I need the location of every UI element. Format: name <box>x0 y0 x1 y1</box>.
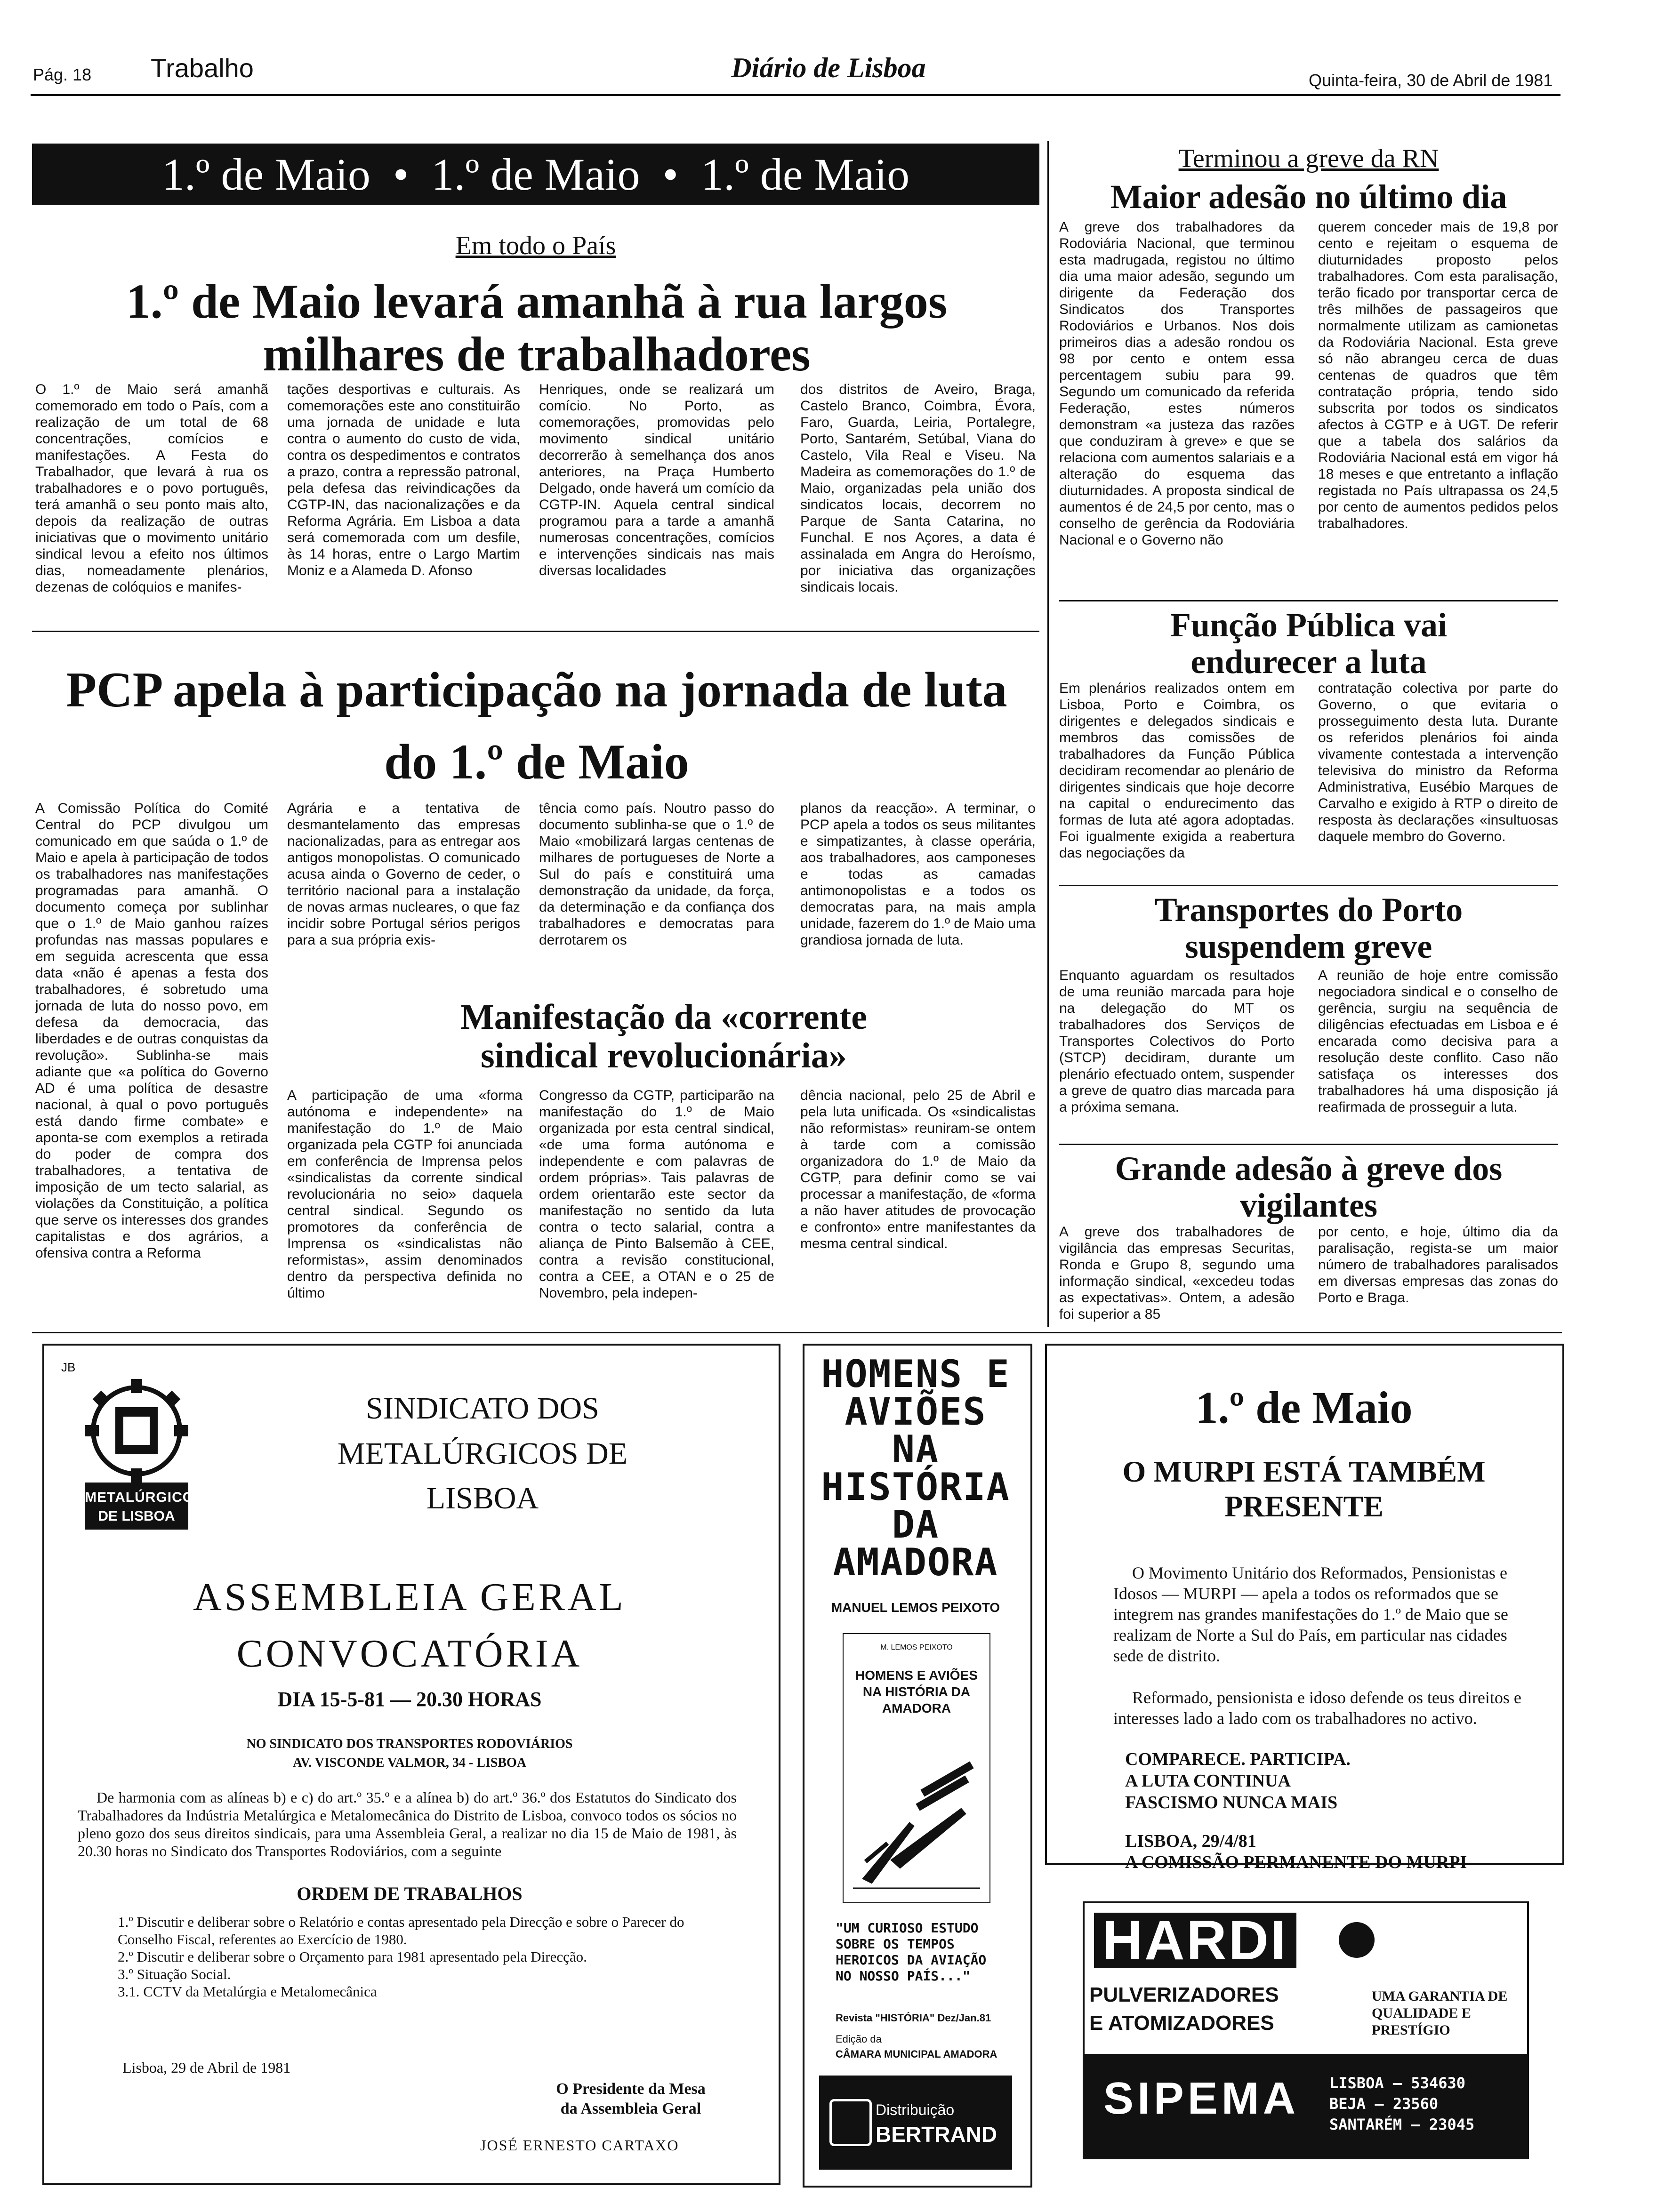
vigilantes-col-1: A greve dos trabalhadores de vigilância das empresas Securitas, Ronda e Grupo 8, segundo uma informação sindical, «excedeu todas as expectativas». Ontem, a adesão foi superior a 85 <box>1059 1224 1295 1322</box>
lead-col-1: O 1.º de Maio será amanhã comemorado em todo o País, com a realização de um total de 68 concentrações, comícios e manifestações. A Festa do Trabalhador, que levará à rua os trabalhadores e o povo português, terá amanhã o seu ponto mais alto, depois da realização de outras iniciativas que o movimento unitário sindical levou a efeito nos últimos dias, nomeadamente plenários, dezenas de colóquios e manifes- <box>35 382 268 595</box>
banner-text: 1.º de Maio • 1.º de Maio • 1.º de Maio <box>161 149 910 200</box>
phone-line: SANTARÉM — 23045 <box>1329 2116 1475 2133</box>
pcp-col-3: tência como país. Noutro passo do documento sublinha-se que o 1.º de Maio «mobilizará largas centenas de milhares de portugueses de Norte a Sul do país e constituirá uma demonstração da unidade, da força, da determinação e da confiança dos trabalhadores e democratas para derrotarem os <box>539 801 774 948</box>
murpi-title: 1.º de Maio <box>1195 1382 1413 1433</box>
hardi-brand: HARDI <box>1094 1913 1296 1968</box>
cover-title: HOMENS E AVIÕES NA HISTÓRIA DA AMADORA <box>855 1668 978 1715</box>
quote-source: Revista "HISTÓRIA" Dez/Jan.81 <box>836 2012 991 2024</box>
agenda-item: 1.º Discutir e deliberar sobre o Relatório e contas apresentado pela Direcção e sobre o Parecer do Conselho Fiscal, referentes ao Exercício de 1980. <box>118 1914 684 1948</box>
pcp-col-2: Agrária e a tentativa de desmantelamento das empresas nacionalizadas, para as entregar aos antigos monopolistas. O comunicado acusa ainda o Governo de ceder, o território nacional para a instalação de novas armas nucleares, o que faz incidir sobre Portugal sérios perigos para a sua própria exis- <box>287 801 520 948</box>
lead-kicker: Em todo o País <box>455 231 616 260</box>
murpi-text-1: O Movimento Unitário dos Reformados, Pensionistas e Idosos — MURPI — apela a todos os reformados que se integrem nas grandes manifestações do 1.º de Maio que se realizam de Norte a Sul do País, em particular nas cidades sede de distrito. <box>1113 1563 1508 1665</box>
publisher: CÂMARA MUNICIPAL AMADORA <box>836 2048 997 2060</box>
book-title: HOMENS E AVIÕES NA HISTÓRIA DA AMADORA <box>821 1352 1010 1584</box>
dealer-name: SIPEMA <box>1103 2073 1300 2124</box>
banner <box>32 144 1039 205</box>
murpi-signature: A COMISSÃO PERMANENTE DO MURPI <box>1125 1852 1467 1872</box>
rn-col-1: A greve dos trabalhadores da Rodoviária Nacional, que terminou esta madrugada, registou no último dia uma maior adesão, segundo um dirigente da Federação dos Sindicatos dos Transportes Rodoviários e Urbanos. Nos dois primeiros dias a adesão rondou os 98 por cento e ontem essa percentagem subiu para 99. Segundo um comunicado da referida Federação, estes números demonstram «a justeza das razões que conduziram à greve» e que se relaciona com aumentos salariais e a alteração do esquema das diuturnidades. A proposta sindical de aumentos é de 24,5 por cento, mas o conselho de gerência da Rodoviária Nacional e o Governo não <box>1059 219 1295 548</box>
book-quote: "UM CURIOSO ESTUDO SOBRE OS TEMPOS HEROICOS DA AVIAÇÃO NO NOSSO PAÍS..." <box>836 1920 987 1984</box>
lead-col-2: tações desportivas e culturais. As comemorações este ano constituirão uma jornada de unidade e luta contra o aumento do custo de vida, contra os despedimentos e contratos a prazo, contra a repressão patronal, pela defesa das reivindicações da CGTP-IN, das nacionalizações e da Reforma Agrária. Em Lisboa a data será comemorada com um desfile, às 14 horas, entre o Largo Martim Moniz e a Alameda D. Afonso <box>287 382 520 578</box>
biplane-illustration <box>848 1756 985 1893</box>
transportes-title: Transportes do Porto suspendem greve <box>1154 891 1463 965</box>
ad-tag: JB <box>61 1360 76 1374</box>
column-divider <box>1047 141 1049 1327</box>
assembly-title: ASSEMBLEIA GERAL <box>193 1575 626 1619</box>
slogan: COMPARECE. PARTICIPA. <box>1125 1749 1351 1769</box>
murpi-subtitle: O MURPI ESTÁ TAMBÉM PRESENTE <box>1122 1455 1486 1523</box>
dealer-block <box>1085 2054 1527 2157</box>
corrente-col-3: dência nacional, pelo 25 de Abril e pela luta unificada. Os «sindicalistas não reformistas» reuniram-se ontem à tarde com a comissão organizadora do 1.º de Maio da CGTP, para definir como se vai processar a manifestação, de «forma a não haver atitudes de provocação e confronto» entre manifestantes da mesma central sindical. <box>800 1088 1036 1251</box>
corrente-title: Manifestação da «corrente sindical revolucionária» <box>460 997 867 1076</box>
issue-date: Quinta-feira, 30 de Abril de 1981 <box>1309 71 1553 90</box>
rn-kicker: Terminou a greve da RN <box>1178 144 1439 173</box>
edition-label: Edição da <box>836 2033 882 2045</box>
bertrand-logo-icon <box>829 2099 872 2146</box>
meeting-time: DIA 15-5-81 — 20.30 HORAS <box>277 1688 542 1711</box>
vigilantes-col-2: por cento, e hoje, último dia da paralisação, regista-se um maior número de trabalhadores paralisados em diversas empresas das zonas do Porto e Braga. <box>1318 1224 1558 1306</box>
divider <box>1059 1144 1558 1145</box>
lead-col-4: dos distritos de Aveiro, Braga, Castelo Branco, Coimbra, Évora, Faro, Guarda, Leiria, Portalegre, Porto, Santarém, Setúbal, Viana do Castelo, Vila Real e Viseu. Na Madeira as comemorações do 1.º de Maio, organizadas pela união dos sindicatos locais, decorrem no Parque de Santa Catarina, no Funchal. E nos Açores, a data é assinalada em Angra do Heroísmo, por iniciativa das organizações sindicais locais. <box>800 382 1036 595</box>
logo-text-1: METALÚRGICOS <box>85 1490 204 1505</box>
book-cover <box>843 1633 990 1903</box>
agenda-list <box>118 1913 739 2000</box>
murpi-slogans <box>1125 1748 1351 1813</box>
corrente-col-1: A participação de uma «forma autónoma e independente» na manifestação do 1.º de Maio organizada pela CGTP foi anunciada em conferência de Imprensa pelos «sindicalistas da corrente sindical revolucionária no seio» daquela central sindical. Segundo os promotores da conferência de Imprensa os «sindicalistas não reformistas», assim denominados dentro da perspectiva definida no último <box>287 1088 523 1301</box>
pcp-col-1: A Comissão Política do Comité Central do PCP divulgou um comunicado em que saúda o 1.º de Maio e apela à participação de todos os trabalhadores nas manifestações programadas para amanhã. O documento começa por sublinhar que o 1.º de Maio ganhou raízes profundas nas massas populares e em seguida acrescenta que essa data «não é apenas a festa dos trabalhadores, é sobretudo uma jornada de luta do nosso povo, em defesa da democracia, das liberdades e de outras conquistas da revolução». Sublinha-se mais adiante que «a política do Governo AD é uma política de desastre nacional, à qual o povo português está dando firme combate» e aponta-se com exemplos a retirada do poder de compra dos trabalhadores, a tentativa de imposição de um tecto salarial, as violações da Constituição, a política que serve os interesses dos grandes capitalistas e dos agrários, a ofensiva contra a Reforma <box>35 801 268 1261</box>
hardi-logo-icon <box>1339 1922 1375 1958</box>
divider <box>1059 600 1558 601</box>
divider <box>1059 885 1558 886</box>
distributor-name: BERTRAND <box>876 2122 997 2147</box>
dealer-phones <box>1329 2073 1474 2135</box>
masthead <box>0 0 1657 118</box>
slogan: FASCISMO NUNCA MAIS <box>1125 1793 1338 1812</box>
agenda-item: 3.1. CCTV da Metalúrgia e Metalomecânica <box>118 1983 377 2000</box>
hardi-ad <box>1083 1901 1529 2159</box>
distributor-block <box>819 2076 1012 2170</box>
transportes-col-1: Enquanto aguardam os resultados de uma reunião marcada para hoje na delegação do MT os trabalhadores dos Serviços de Transportes Colectivos do Porto (STCP) decidiram, durante um plenário efectuado ontem, suspender a greve de quatro dias marcada para a próxima semana. <box>1059 968 1295 1115</box>
pcp-col-4: planos da reacção». A terminar, o PCP apela a todos os seus militantes e simpatizantes, à classe operária, aos trabalhadores, aos camponeses e todas as camadas antimonopolistas e a todos os democratas para, na mais ampla unidade, fazerem do 1.º de Maio uma grandiosa jornada de luta. <box>800 801 1036 948</box>
hardi-line-2: E ATOMIZADORES <box>1089 2012 1274 2035</box>
signature-title-1: O Presidente da Mesa <box>556 2080 706 2098</box>
page-number: Pág. 18 <box>33 65 92 84</box>
transportes-col-2: A reunião de hoje entre comissão negociadora sindical e o conselho de gerência, surgiu na sequência de diligências efectuadas em Lisboa e é encarada como decisiva para a resolução deste conflito. Caso não satisfaça os interesses dos trabalhadores há uma disposição já reafirmada de prosseguir a luta. <box>1318 968 1558 1115</box>
hardi-line-1: PULVERIZADORES <box>1089 1983 1279 2006</box>
union-name: SINDICATO DOS METALÚRGICOS DE LISBOA <box>337 1391 628 1516</box>
cover-author: M. LEMOS PEIXOTO <box>880 1643 953 1651</box>
agenda-title: ORDEM DE TRABALHOS <box>297 1883 523 1904</box>
vigilantes-title: Grande adesão à greve dos vigilantes <box>1115 1150 1503 1224</box>
divider <box>32 631 1039 632</box>
lead-col-3: Henriques, onde se realizará um comício. No Porto, as comemorações, promovidas pelo movimento sindical unitário decorrerão à semelhança dos anos anteriores, na Praça Humberto Delgado, onde haverá um comício da CGTP-IN. Aquela central sindical programou para a tarde a amanhã numerosas concentrações, comícios e intervenções sindicais nas mais diversas localidades <box>539 382 774 578</box>
meeting-place: NO SINDICATO DOS TRANSPORTES RODOVIÁRIOS <box>246 1737 573 1751</box>
distribution-label: Distribuição <box>876 2101 955 2118</box>
agenda-item: 3.º Situação Social. <box>118 1966 231 1982</box>
funcao-col-1: Em plenários realizados ontem em Lisboa, Porto e Coimbra, os dirigentes e delegados sindicais e membros das comissões de trabalhadores da Função Pública decidiram recomendar ao plenário de dirigentes sindicais que hoje decorre na capital o endurecimento das formas de luta até agora adoptadas. Foi igualmente exigida a reabertura das negociações da <box>1059 681 1295 861</box>
paper-name: Diário de Lisboa <box>731 52 926 83</box>
signer-name: JOSÉ ERNESTO CARTAXO <box>480 2137 679 2154</box>
funcao-col-2: contratação colectiva por parte do Governo, o que evitaria o prosseguimento desta luta. Durante os referidos plenários foi ainda vivamente contestada a intervenção televisiva do ministro da Reforma Administrativa, Eusébio Marques de Carvalho e exigido à RTP o direito de resposta às declarações «insultuosas daquele membro do Governo. <box>1318 681 1558 844</box>
rn-title: Maior adesão no último dia <box>1110 178 1507 216</box>
phone-line: BEJA — 23560 <box>1329 2095 1439 2113</box>
agenda-item: 2.º Discutir e deliberar sobre o Orçamento para 1981 apresentado pela Direcção. <box>118 1948 587 1965</box>
corrente-col-2: Congresso da CGTP, participarão na manifestação do 1.º de Maio organizada por esta central sindical, «de uma forma autónoma e independente e com palavras de ordem próprias». Tais palavras de ordem orientarão este sector da manifestação no sentido da luta contra o tecto salarial, contra a aliança de Pinto Balsemão à CEE, contra a revisão constitucional, contra a CEE, a OTAN e o 25 de Novembro, pela indepen- <box>539 1088 774 1301</box>
convocation-body: De harmonia com as alíneas b) e c) do art.º 35.º e a alínea b) do art.º 36.º dos Estatutos do Sindicato dos Trabalhadores da Indústria Metalúrgica e Metalomecânica do Distrito de Lisboa, convoco todos os sócios no pleno gozo dos seus direitos sindicais, para uma Assembleia Geral, a realizar no dia 15 de Maio de 1981, às 20.30 horas no Sindicato dos Transportes Rodoviários, com a seguinte <box>78 1789 737 1859</box>
signature-title-2: da Assembleia Geral <box>560 2100 701 2117</box>
funcao-title: Função Pública vai endurecer a luta <box>1170 606 1448 681</box>
dateline: Lisboa, 29 de Abril de 1981 <box>122 2059 291 2076</box>
rn-col-2: querem conceder mais de 19,8 por cento e rejeitam o esquema de diuturnidades proposto pelos trabalhadores. Com esta paralisação, terão ficado por transportar cerca de três milhões de passageiros que normalmente utilizam as camionetas da Rodoviária Nacional. Esta greve só não abrangeu cerca de duas centenas de quadros que têm contratação própria, tendo sido subscrita por todos os sindicatos afectos à CGTP e à UGT. De referir que a tabela dos salários da Rodoviária Nacional está em vigor há 18 meses e que entretanto a inflação registada no País ultrapassa os 24,5 por cento de aumentos pedidos pelos trabalhadores. <box>1318 219 1558 531</box>
convocation-title: CONVOCATÓRIA <box>236 1632 583 1675</box>
meeting-address: AV. VISCONDE VALMOR, 34 - LISBOA <box>292 1755 527 1770</box>
lead-title: 1.º de Maio levará amanhã à rua largos milhares de trabalhadores <box>126 274 948 382</box>
pcp-title: PCP apela à participação na jornada de luta do 1.º de Maio <box>66 662 1007 789</box>
ads-top-rule <box>32 1332 1562 1333</box>
book-author: MANUEL LEMOS PEIXOTO <box>831 1600 1000 1615</box>
murpi-text-2: Reformado, pensionista e idoso defende os teus direitos e interesses lado a lado com os trabalhadores no activo. <box>1113 1688 1521 1728</box>
slogan: A LUTA CONTINUA <box>1125 1771 1291 1791</box>
phone-line: LISBOA — 534630 <box>1329 2074 1465 2092</box>
logo-text-2: DE LISBOA <box>98 1508 175 1524</box>
guarantee-text: UMA GARANTIA DE QUALIDADE E PRESTÍGIO <box>1372 1988 1508 2038</box>
murpi-place: LISBOA, 29/4/81 <box>1125 1831 1256 1851</box>
section-title: Trabalho <box>151 53 254 83</box>
masthead-rule <box>31 94 1560 96</box>
